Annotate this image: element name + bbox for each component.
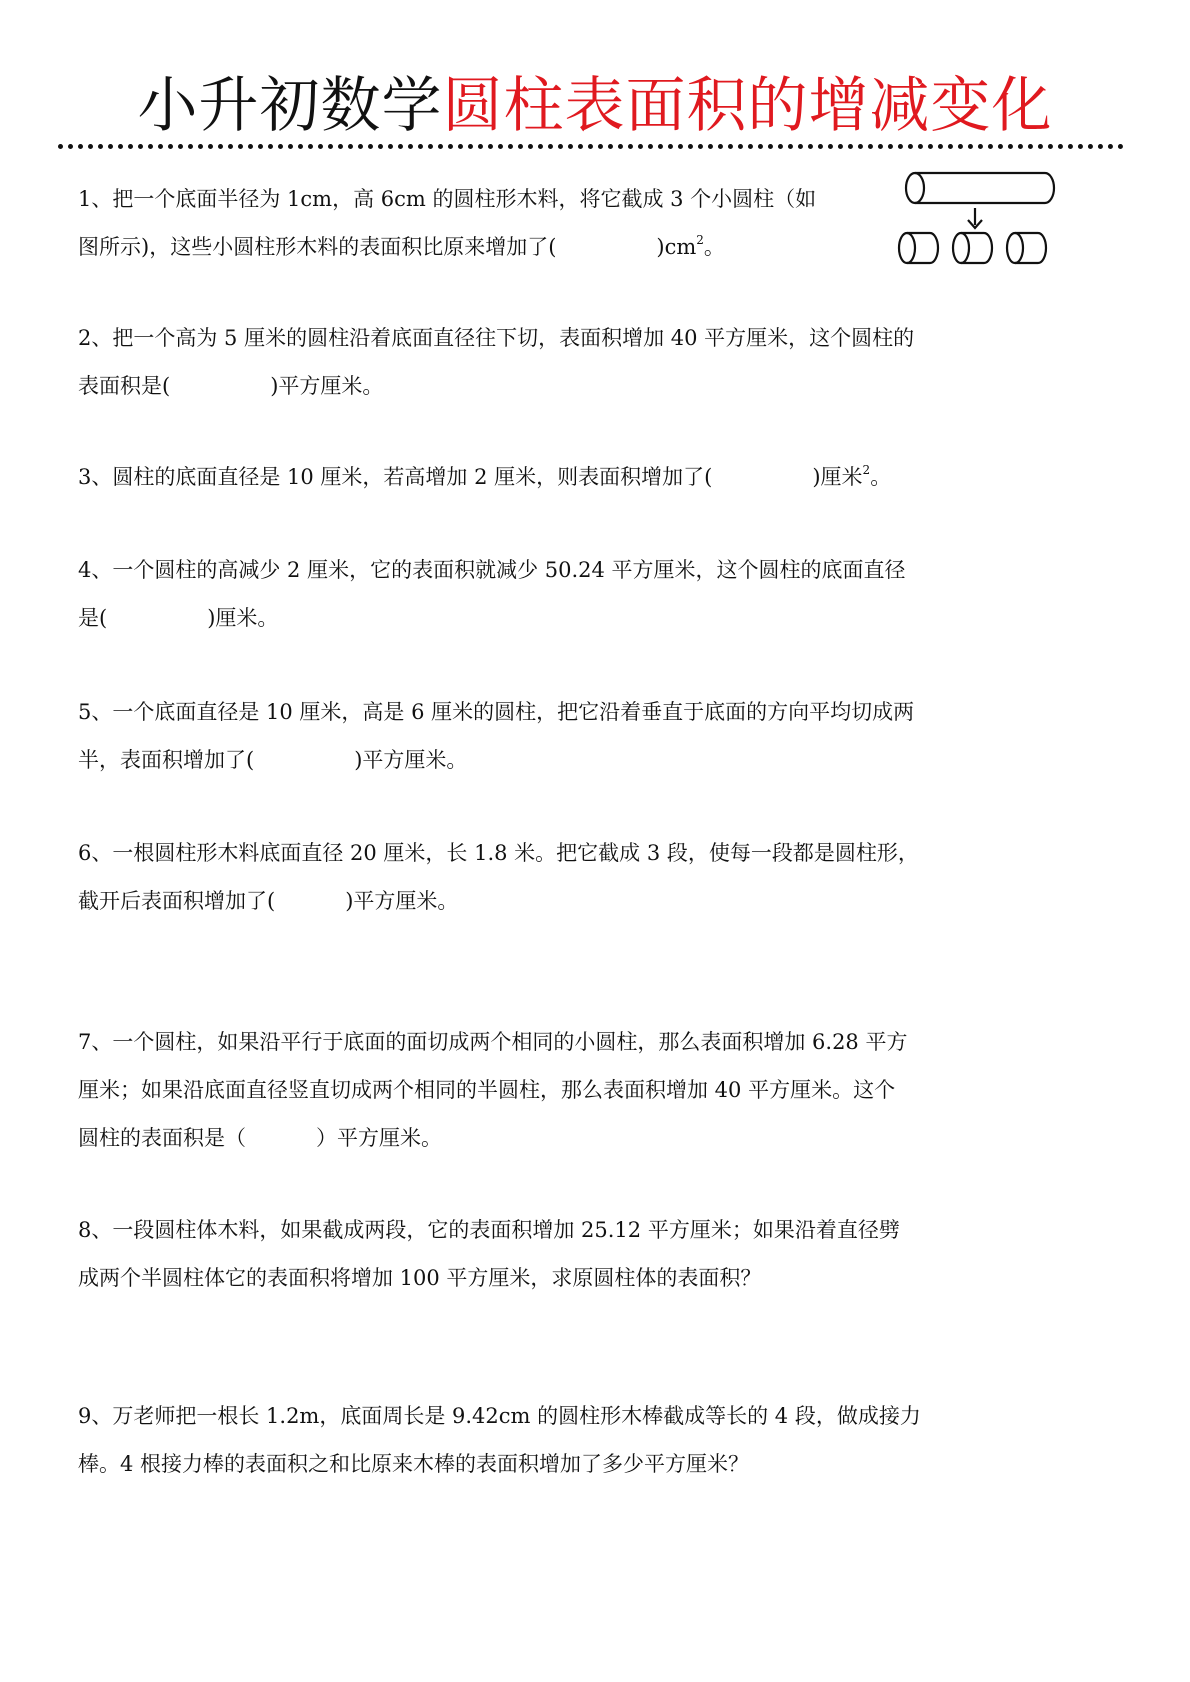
question-2-text-before-blank: 表面积是(: [78, 374, 171, 398]
question-7-text-before-blank: 圆柱的表面积是（: [78, 1126, 246, 1150]
question-3-line-1: [78, 453, 891, 501]
question-2-text-after-blank: )平方厘米。: [270, 374, 384, 398]
question-5-text-after-blank: )平方厘米。: [354, 748, 468, 772]
question-5: [78, 688, 914, 784]
question-4-line-1: 4、一个圆柱的高减少 2 厘米，它的表面积就减少 50.24 平方厘米，这个圆柱的底面直径: [78, 558, 906, 582]
question-2: [78, 314, 914, 410]
question-6: [78, 829, 919, 925]
superscript: 2: [862, 463, 871, 477]
question-9-line-1: 9、万老师把一根长 1.2m，底面周长是 9.42cm 的圆柱形木棒截成等长的 4 段，做成接力: [78, 1404, 921, 1428]
question-1: [78, 175, 816, 271]
question-3: [78, 453, 891, 501]
dotted-divider: [58, 144, 1124, 149]
question-2-line-2: [78, 362, 914, 410]
question-8-line-2: 成两个半圆柱体它的表面积将增加 100 平方厘米，求原圆柱体的表面积？: [78, 1266, 762, 1290]
question-4-text-after-blank: )厘米。: [207, 606, 279, 630]
question-1-unit: )cm: [656, 235, 697, 259]
question-5-line-1: 5、一个底面直径是 10 厘米，高是 6 厘米的圆柱，把它沿着垂直于底面的方向平均切成两: [78, 700, 915, 724]
title-red-part: 圆柱表面积的增减变化: [442, 71, 1053, 141]
question-3-text-before-blank: 3、圆柱的底面直径是 10 厘米，若高增加 2 厘米，则表面积增加了(: [78, 465, 713, 489]
question-6-text-before-blank: 截开后表面积增加了(: [78, 889, 276, 913]
large-cylinder: [915, 173, 1054, 203]
question-1-text-before-blank: 图所示)，这些小圆柱形木料的表面积比原来增加了(: [78, 235, 557, 259]
superscript: 2: [696, 233, 704, 247]
question-5-text-before-blank: 半，表面积增加了(: [78, 748, 255, 772]
question-3-end: 。: [870, 465, 892, 489]
question-5-line-2: [78, 736, 914, 784]
question-7-line-2: 厘米；如果沿底面直径竖直切成两个相同的半圆柱，那么表面积增加 40 平方厘米。这个: [78, 1078, 896, 1102]
cylinder-cut-diagram: [895, 170, 1065, 280]
question-6-line-2: [78, 877, 919, 925]
question-1-line-1: 1、把一个底面半径为 1cm，高 6cm 的圆柱形木料，将它截成 3 个小圆柱（如: [78, 187, 817, 211]
question-1-end: 。: [703, 235, 725, 259]
page-title: [0, 66, 1190, 146]
title-black-part: 小升初数学: [137, 71, 443, 141]
question-8-line-1: 8、一段圆柱体木料，如果截成两段，它的表面积增加 25.12 平方厘米；如果沿着直径劈: [78, 1218, 900, 1242]
question-9-line-2: 棒。4 根接力棒的表面积之和比原来木棒的表面积增加了多少平方厘米？: [78, 1452, 750, 1476]
question-6-line-1: 6、一根圆柱形木料底面直径 20 厘米，长 1.8 米。把它截成 3 段，使每一段都是圆柱形，: [78, 841, 919, 865]
question-7-line-3: [78, 1114, 907, 1162]
question-9: [78, 1392, 921, 1488]
down-arrow-icon: [968, 208, 982, 228]
question-7: [78, 1018, 907, 1162]
question-7-text-after-blank: ）平方厘米。: [316, 1126, 442, 1150]
question-4-text-before-blank: 是(: [78, 606, 108, 630]
large-cylinder-left-face: [906, 173, 924, 203]
question-4: [78, 546, 906, 642]
question-3-unit: )厘米: [812, 465, 863, 489]
question-6-text-after-blank: )平方厘米。: [345, 889, 459, 913]
question-4-line-2: [78, 594, 906, 642]
question-7-line-1: 7、一个圆柱，如果沿平行于底面的面切成两个相同的小圆柱，那么表面积增加 6.28 平方: [78, 1030, 908, 1054]
question-2-line-1: 2、把一个高为 5 厘米的圆柱沿着底面直径往下切，表面积增加 40 平方厘米，这个圆柱的: [78, 326, 915, 350]
question-8: [78, 1206, 900, 1302]
question-1-line-2: [78, 223, 816, 271]
